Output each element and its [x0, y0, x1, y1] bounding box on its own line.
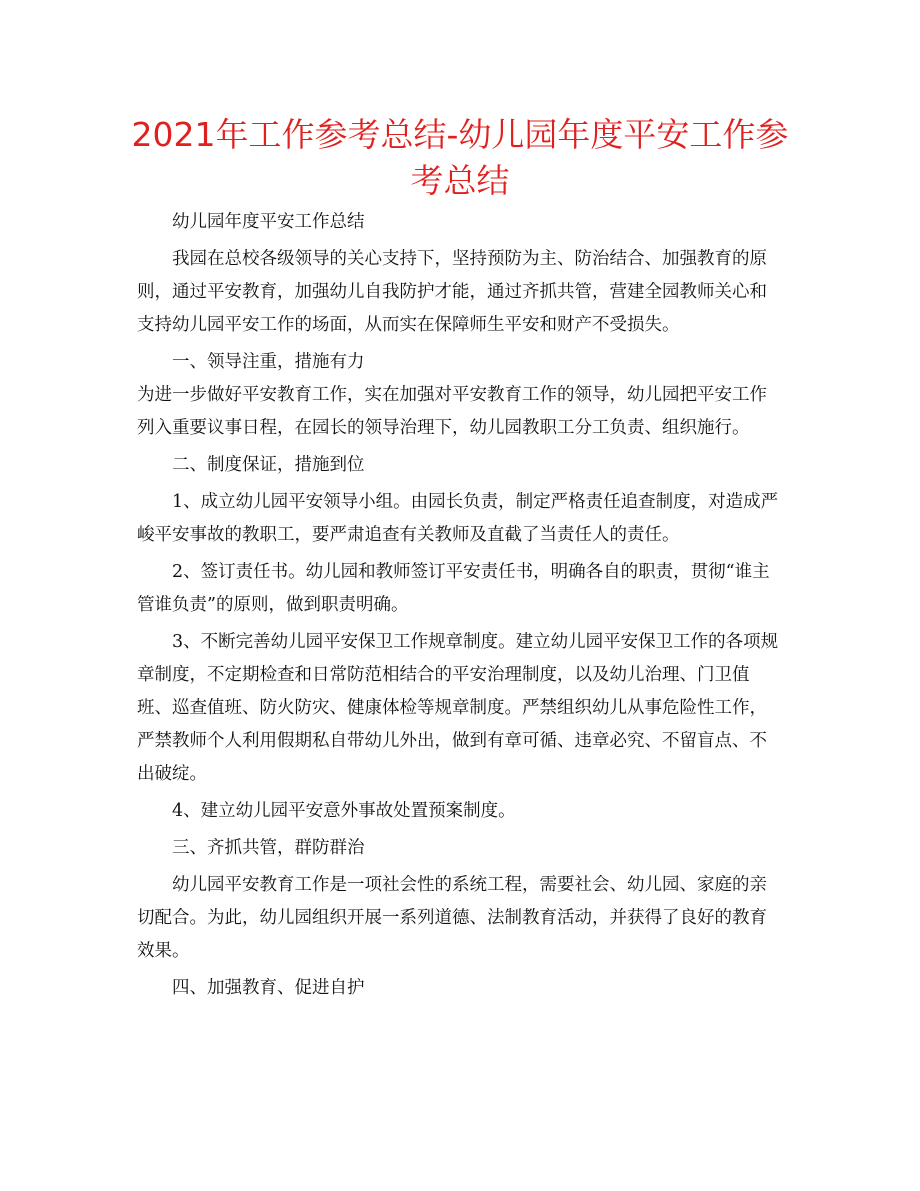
document-body [137, 206, 783, 1005]
section-heading-1: 一、领导注重，措施有力 [172, 352, 365, 372]
item-4-paragraph: 4、建立幼儿园平安意外事故处置预案制度。 [172, 801, 516, 821]
item-2-paragraph: 2、签订责任书。幼儿园和教师签订平安责任书，明确各自的职责，贯彻“谁主管谁负责”的原则，做到职责明确。 [137, 562, 770, 615]
section-heading-3: 三、齐抓共管，群防群治 [172, 838, 365, 858]
item-3-paragraph: 3、不断完善幼儿园平安保卫工作规章制度。建立幼儿园平安保卫工作的各项规章制度，不定期检查和日常防范相结合的平安治理制度，以及幼儿治理、门卫值班、巡查值班、防火防灾、健康体检等规章制度。严禁组织幼儿从事危险性工作，严禁教师个人利用假期私自带幼儿外出，做到有章可循、违章必究、不留盲点、不出破绽。 [137, 632, 779, 784]
section-heading-2: 二、制度保证，措施到位 [172, 455, 365, 475]
item-1-paragraph: 1、成立幼儿园平安领导小组。由园长负责，制定严格责任追查制度，对造成严峻平安事故的教职工，要严肃追查有关教师及直截了当责任人的责任。 [137, 492, 779, 545]
intro-paragraph: 我园在总校各级领导的关心支持下，坚持预防为主、防治结合、加强教育的原则，通过平安教育，加强幼儿自我防护才能，通过齐抓共管，营建全园教师关心和支持幼儿园平安工作的场面，从而实在保障师生平安和财产不受损失。 [137, 249, 767, 335]
section-heading-4: 四、加强教育、促进自护 [172, 978, 365, 998]
section-1-paragraph: 为进一步做好平安教育工作，实在加强对平安教育工作的领导，幼儿园把平安工作列入重要议事日程，在园长的领导治理下，幼儿园教职工分工负责、组织施行。 [137, 385, 767, 438]
document-title: 2021年工作参考总结-幼儿园年度平安工作参考总结 [131, 115, 789, 200]
subtitle: 幼儿园年度平安工作总结 [172, 212, 365, 232]
section-3-paragraph: 幼儿园平安教育工作是一项社会性的系统工程，需要社会、幼儿园、家庭的亲切配合。为此，幼儿园组织开展一系列道德、法制教育活动，并获得了良好的教育效果。 [137, 875, 767, 961]
